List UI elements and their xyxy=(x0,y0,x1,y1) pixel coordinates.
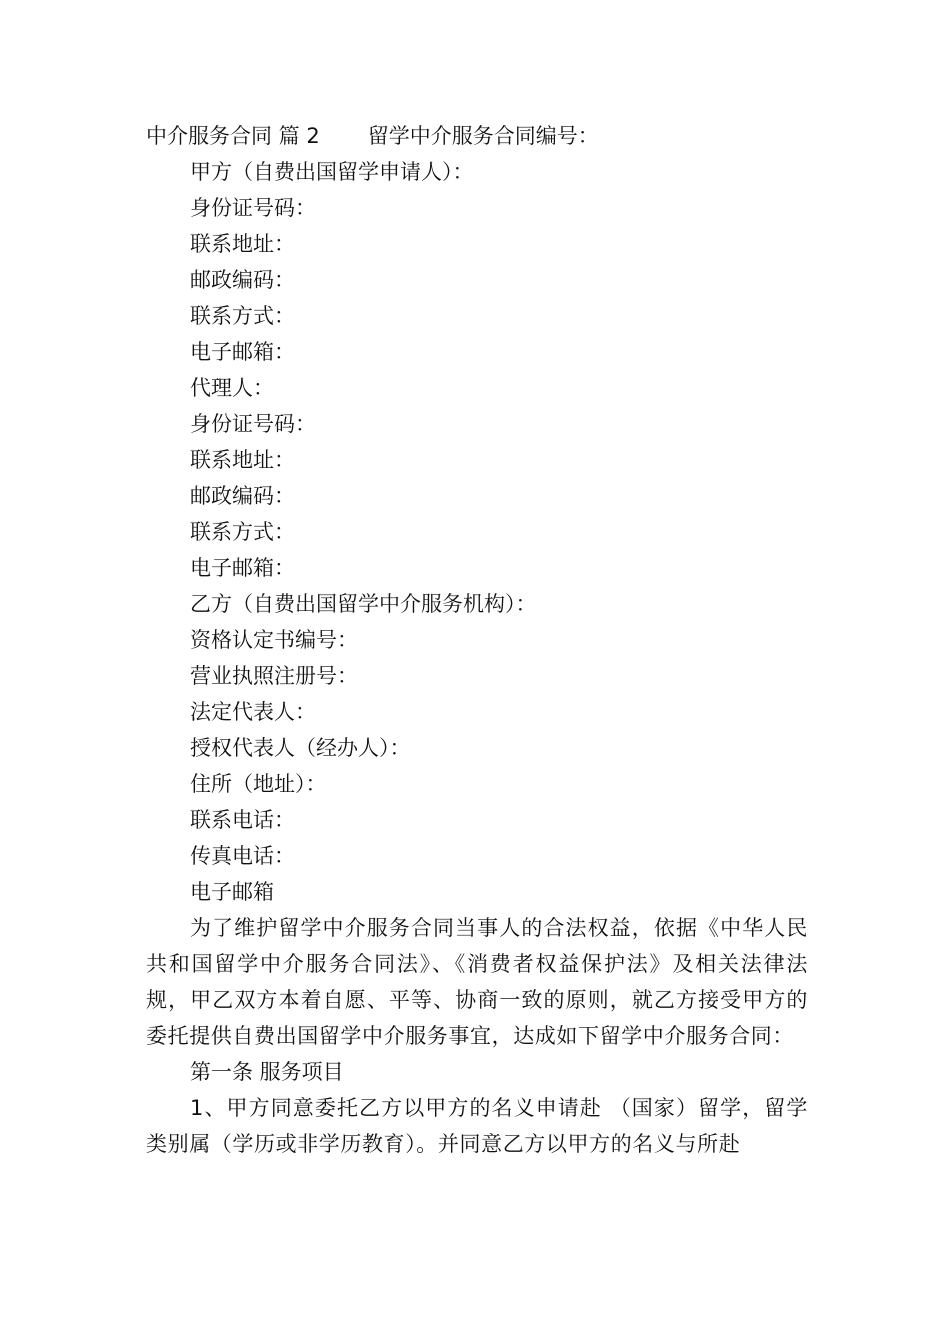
clause-paragraph: 1、甲方同意委托乙方以甲方的名义申请赴 （国家）留学，留学类别属（学历或非学历教育）。并同意乙方以甲方的名义与所赴 xyxy=(146,1096,808,1156)
party-b-field: 授权代表人（经办人）： xyxy=(190,736,411,760)
contract-number-label: 留学中介服务合同编号： xyxy=(367,124,599,148)
party-a-field: 身份证号码： xyxy=(190,196,316,220)
party-b-field: 住所（地址）： xyxy=(190,772,327,796)
party-b-field: 乙方（自费出国留学中介服务机构）： xyxy=(190,592,537,616)
document-body xyxy=(146,118,808,1162)
party-a-field: 甲方（自费出国留学申请人）： xyxy=(190,160,474,184)
agent-field: 联系地址： xyxy=(190,448,295,472)
agent-field: 邮政编码： xyxy=(190,484,295,508)
document-title: 中介服务合同 篇 2 xyxy=(146,124,320,148)
agent-field: 联系方式： xyxy=(190,520,295,544)
party-a-field: 邮政编码： xyxy=(190,268,295,292)
party-b-field: 传真电话： xyxy=(190,844,295,868)
party-b-field: 联系电话： xyxy=(190,808,295,832)
party-b-field: 电子邮箱 xyxy=(190,880,274,904)
party-a-field: 电子邮箱： xyxy=(190,340,295,364)
agent-field: 电子邮箱： xyxy=(190,556,295,580)
agent-field: 代理人： xyxy=(190,376,274,400)
party-a-field: 联系地址： xyxy=(190,232,295,256)
title-row xyxy=(146,118,808,154)
preamble-paragraph: 为了维护留学中介服务合同当事人的合法权益，依据《中华人民共和国留学中介服务合同法》、《消费者权益保护法》及相关法律法规，甲乙双方本着自愿、平等、协商一致的原则，就乙方接受甲方的委托提供自费出国留学中介服务事宜，达成如下留学中介服务合同： xyxy=(146,916,808,1048)
party-a-section xyxy=(146,154,808,586)
article-heading: 第一条 服务项目 xyxy=(190,1060,344,1084)
party-b-section xyxy=(146,586,808,910)
party-b-field: 营业执照注册号： xyxy=(190,664,358,688)
party-b-field: 法定代表人： xyxy=(190,700,316,724)
party-b-field: 资格认定书编号： xyxy=(190,628,358,652)
party-a-field: 联系方式： xyxy=(190,304,295,328)
agent-field: 身份证号码： xyxy=(190,412,316,436)
